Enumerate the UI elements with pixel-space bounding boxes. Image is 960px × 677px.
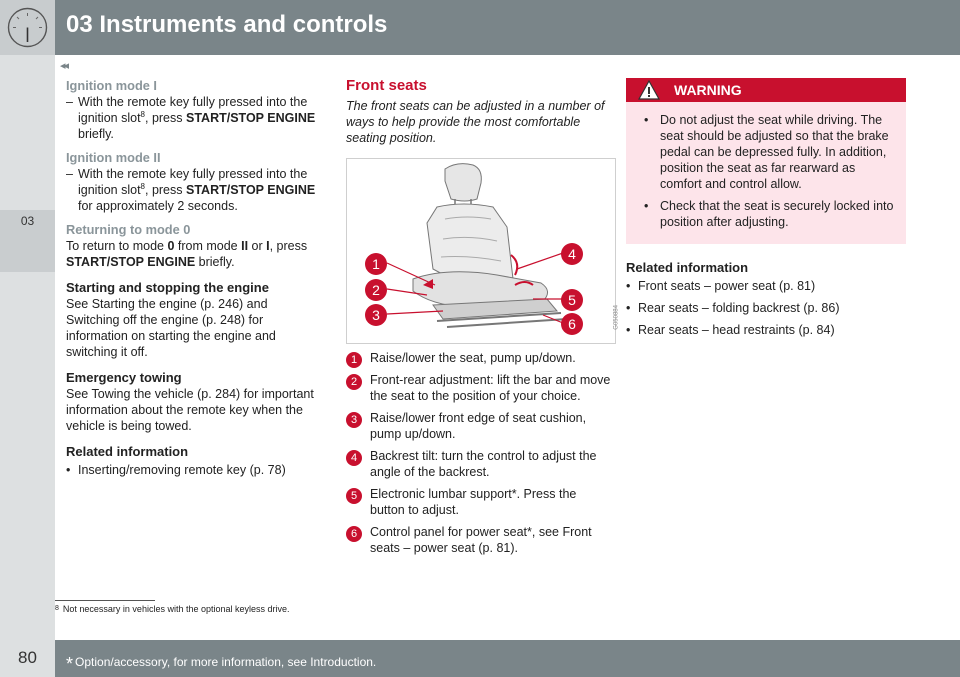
step-number-badge: 1 xyxy=(346,352,362,368)
step-number-badge: 3 xyxy=(346,412,362,428)
step-text: Electronic lumbar support*. Press the button to adjust. xyxy=(370,487,577,517)
footer-note: * Option/accessory, for more information, see Introduction. xyxy=(66,654,377,674)
start-stop-text: See Starting the engine (p. 246) and Switching off the engine (p. 248) for information on starting the engine and switching it off. xyxy=(66,297,276,359)
chapter-number: 03 xyxy=(20,214,35,228)
dash-marker: – xyxy=(66,167,73,181)
returning-mode-0-heading: Returning to mode 0 xyxy=(66,222,191,237)
gauge-icon xyxy=(0,0,55,55)
warning-triangle-icon xyxy=(638,80,660,100)
footnote-divider xyxy=(55,600,155,601)
emergency-towing-heading: Emergency towing xyxy=(66,370,182,385)
footnote xyxy=(55,604,290,614)
bullet-marker: • xyxy=(66,463,71,477)
bullet-marker: • xyxy=(644,113,649,127)
bullet-marker: • xyxy=(644,199,649,213)
seat-figure xyxy=(346,158,620,344)
callout-3: 3 xyxy=(365,304,387,326)
warning-body xyxy=(626,102,906,244)
step-text: Raise/lower the seat, pump up/down. xyxy=(370,351,576,365)
emergency-towing-text: See Towing the vehicle (p. 284) for important information about the remote key when the vehicle is being towed. xyxy=(66,387,314,433)
callout-4: 4 xyxy=(561,243,583,265)
related-link[interactable]: • Inserting/removing remote key (p. 78) xyxy=(66,463,286,477)
related-link[interactable]: • Front seats – power seat (p. 81) xyxy=(626,279,816,293)
footnote-text: Not necessary in vehicles with the optional keyless drive. xyxy=(62,604,290,614)
sidebar xyxy=(0,55,55,640)
figure-code: G050884 xyxy=(614,305,620,330)
callout-2: 2 xyxy=(365,279,387,301)
column-middle xyxy=(346,77,620,556)
step-item xyxy=(346,350,614,366)
column-left xyxy=(66,78,321,478)
dash-marker: – xyxy=(66,95,73,109)
step-item xyxy=(346,448,614,480)
footnote-number: 8 xyxy=(55,605,59,612)
column-right xyxy=(626,78,906,338)
callout-1: 1 xyxy=(365,253,387,275)
section-title: Front seats xyxy=(346,77,427,94)
bullet-marker: • xyxy=(626,323,631,337)
section-intro: The front seats can be adjusted in a number of ways to help provide the most comfortable seating position. xyxy=(346,99,605,145)
warning-label: WARNING xyxy=(674,82,742,98)
step-item xyxy=(346,486,614,518)
step-text: Control panel for power seat*, see Front seats – power seat (p. 81). xyxy=(370,525,592,555)
callout-6: 6 xyxy=(561,313,583,335)
related-link[interactable]: • Rear seats – head restraints (p. 84) xyxy=(626,323,835,337)
ignition-mode-1-heading: Ignition mode I xyxy=(66,78,157,93)
returning-mode-0-text: To return to mode 0 from mode II or I, press START/STOP ENGINE briefly. xyxy=(66,239,308,269)
related-info-heading: Related information xyxy=(66,444,189,459)
step-text: Raise/lower front edge of seat cushion, pump up/down. xyxy=(370,411,587,441)
related-info-heading: Related information xyxy=(626,260,749,275)
ignition-mode-2-heading: Ignition mode II xyxy=(66,150,161,165)
related-link[interactable]: • Rear seats – folding backrest (p. 86) xyxy=(626,301,840,315)
warning-box xyxy=(626,78,906,244)
step-text: Backrest tilt: turn the control to adjust the angle of the backrest. xyxy=(370,449,597,479)
callout-5: 5 xyxy=(561,289,583,311)
step-number-badge: 2 xyxy=(346,374,362,390)
start-stop-heading: Starting and stopping the engine xyxy=(66,280,269,295)
footnote-ref[interactable]: 8 xyxy=(140,181,145,191)
ignition-mode-1-step: – With the remote key fully pressed into the ignition slot$^8$, press START/STOP ENGINE briefly. xyxy=(66,95,316,141)
step-number-badge: 5 xyxy=(346,488,362,504)
footnote-ref[interactable]: 8 xyxy=(140,109,145,119)
step-text: Front-rear adjustment: lift the bar and move the seat to the position of your choice. xyxy=(370,373,611,403)
step-item xyxy=(346,524,614,556)
ignition-mode-2-step: – With the remote key fully pressed into the ignition slot$^8$, press START/STOP ENGINE for approximately 2 seconds. xyxy=(66,167,316,213)
step-item xyxy=(346,410,614,442)
warning-item: • Do not adjust the seat while driving. The seat should be adjusted so that the brake pedal can be depressed fully. In addition, position the seat as far rearward as comfort and control allow. xyxy=(644,113,889,191)
asterisk-marker: * xyxy=(66,654,74,674)
bullet-marker: • xyxy=(626,301,631,315)
step-item xyxy=(346,372,614,404)
bullet-marker: • xyxy=(626,279,631,293)
step-number-badge: 6 xyxy=(346,526,362,542)
warning-item: • Check that the seat is securely locked into position after adjusting. xyxy=(644,199,894,229)
page-number: 80 xyxy=(18,648,37,667)
chapter-title: 03 Instruments and controls xyxy=(66,11,388,38)
step-number-badge: 4 xyxy=(346,450,362,466)
back-arrows-icon[interactable]: ◂◂ xyxy=(60,60,68,72)
warning-header xyxy=(626,78,906,102)
